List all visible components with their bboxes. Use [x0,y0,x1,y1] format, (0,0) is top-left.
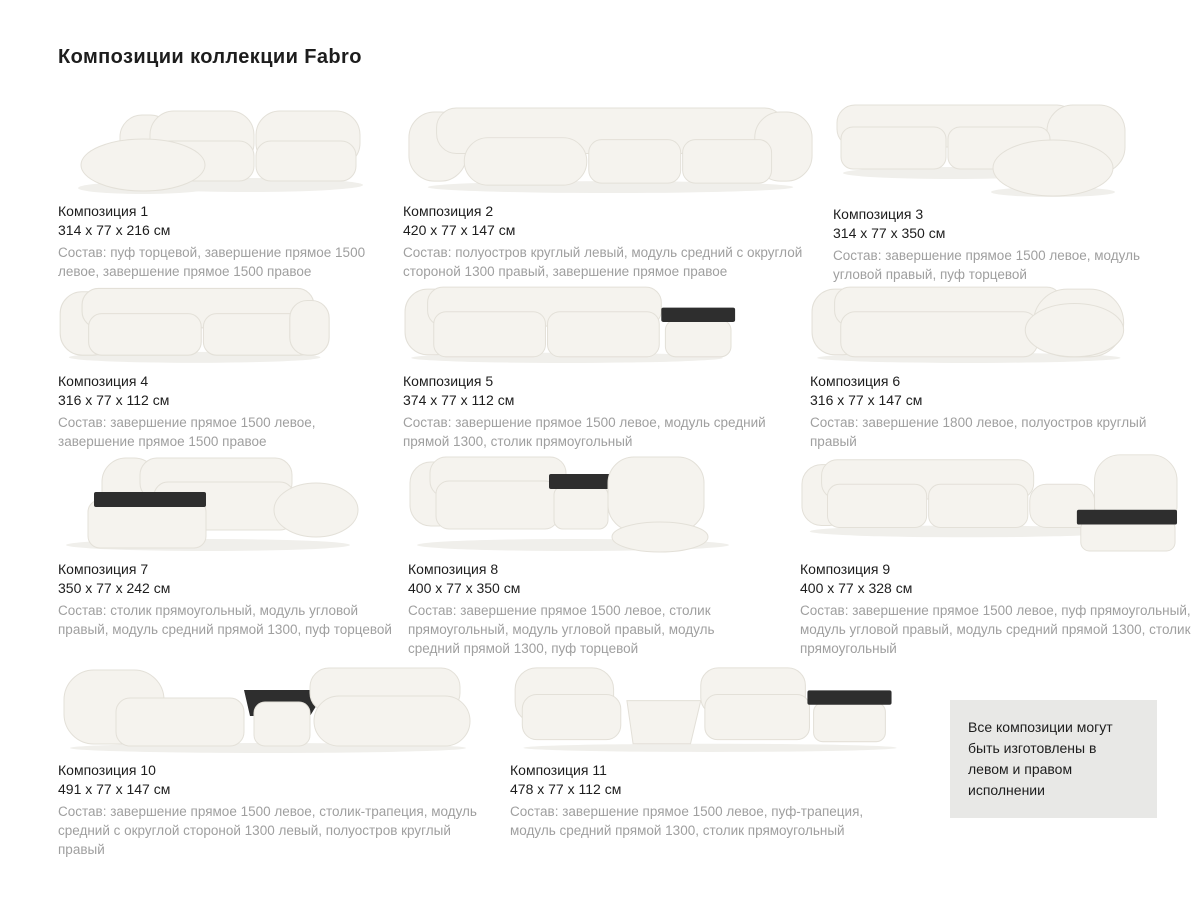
sofa-illustration [408,448,760,553]
sofa-illustration [58,652,478,754]
note-text: Все композиции могут быть изготовлены в левом и правом исполнении [968,719,1113,798]
composition-dimensions: 350 x 77 x 242 см [58,580,171,596]
sofa-illustration [403,283,788,365]
composition-card [510,660,910,840]
composition-card [408,448,760,658]
sofa-illustration [58,95,380,195]
composition-dimensions: 420 x 77 x 147 см [403,222,516,238]
sofa-illustration [403,95,818,195]
composition-card [58,448,398,639]
composition-card [58,652,478,859]
sofa-illustration [833,93,1163,198]
composition-description: Состав: завершение прямое 1500 левое, модуль средний прямой 1300, столик прямоугольный [403,415,766,450]
composition-name: Композиция 9 [800,561,891,577]
sofa-illustration [810,283,1172,365]
composition-description: Состав: завершение прямое 1500 левое, столик-трапеция, модуль средний с округлой стороной 1300 левый, полуостров круглый правый [58,804,477,858]
composition-description: Состав: столик прямоугольный, модуль угловой правый, модуль средний прямой 1300, пуф торцевой [58,603,392,638]
composition-description: Состав: завершение прямое 1500 левое, пуф-трапеция, модуль средний прямой 1300, столик прямоугольный [510,804,864,839]
composition-name: Композиция 7 [58,561,149,577]
composition-name: Композиция 10 [58,762,156,778]
composition-dimensions: 316 x 77 x 147 см [810,392,923,408]
composition-name: Композиция 1 [58,203,149,219]
composition-name: Композиция 4 [58,373,149,389]
composition-dimensions: 491 x 77 x 147 см [58,781,171,797]
composition-name: Композиция 11 [510,762,607,778]
composition-description: Состав: завершение прямое 1500 левое, модуль угловой правый, пуф торцевой [833,248,1141,283]
composition-dimensions: 400 x 77 x 328 см [800,580,913,596]
composition-card [833,93,1163,284]
composition-card [810,283,1172,451]
composition-description: Состав: завершение прямое 1500 левое, столик прямоугольный, модуль угловой правый, модуль средний прямой 1300, пуф торцевой [408,603,715,657]
composition-dimensions: 478 x 77 x 112 см [510,781,622,797]
composition-name: Композиция 3 [833,206,924,222]
composition-description: Состав: полуостров круглый левый, модуль средний с округлой стороной 1300 правый, завершение прямое правое [403,245,803,280]
composition-description: Состав: завершение 1800 левое, полуостров круглый правый [810,415,1147,450]
composition-description: Состав: пуф торцевой, завершение прямое 1500 левое, завершение прямое 1500 правое [58,245,366,280]
composition-card [403,95,818,281]
composition-name: Композиция 5 [403,373,494,389]
page-title: Композиции коллекции Fabro [58,46,362,68]
composition-description: Состав: завершение прямое 1500 левое, пуф прямоугольный, модуль угловой правый, модуль средний прямой 1300, столик прямоугольный [800,603,1191,657]
sofa-illustration [510,660,910,754]
composition-dimensions: 316 x 77 x 112 см [58,392,170,408]
composition-dimensions: 400 x 77 x 350 см [408,580,521,596]
composition-card [800,445,1195,658]
composition-card [403,283,788,451]
composition-name: Композиция 2 [403,203,494,219]
sofa-illustration [58,448,398,553]
composition-name: Композиция 6 [810,373,901,389]
composition-name: Композиция 8 [408,561,499,577]
composition-dimensions: 314 x 77 x 350 см [833,225,946,241]
sofa-illustration [800,445,1195,553]
composition-card [58,283,388,451]
composition-card [58,95,380,281]
composition-dimensions: 374 x 77 x 112 см [403,392,515,408]
note-box [950,700,1157,818]
composition-description: Состав: завершение прямое 1500 левое, завершение прямое 1500 правое [58,415,316,450]
composition-dimensions: 314 x 77 x 216 см [58,222,171,238]
sofa-illustration [58,283,388,365]
